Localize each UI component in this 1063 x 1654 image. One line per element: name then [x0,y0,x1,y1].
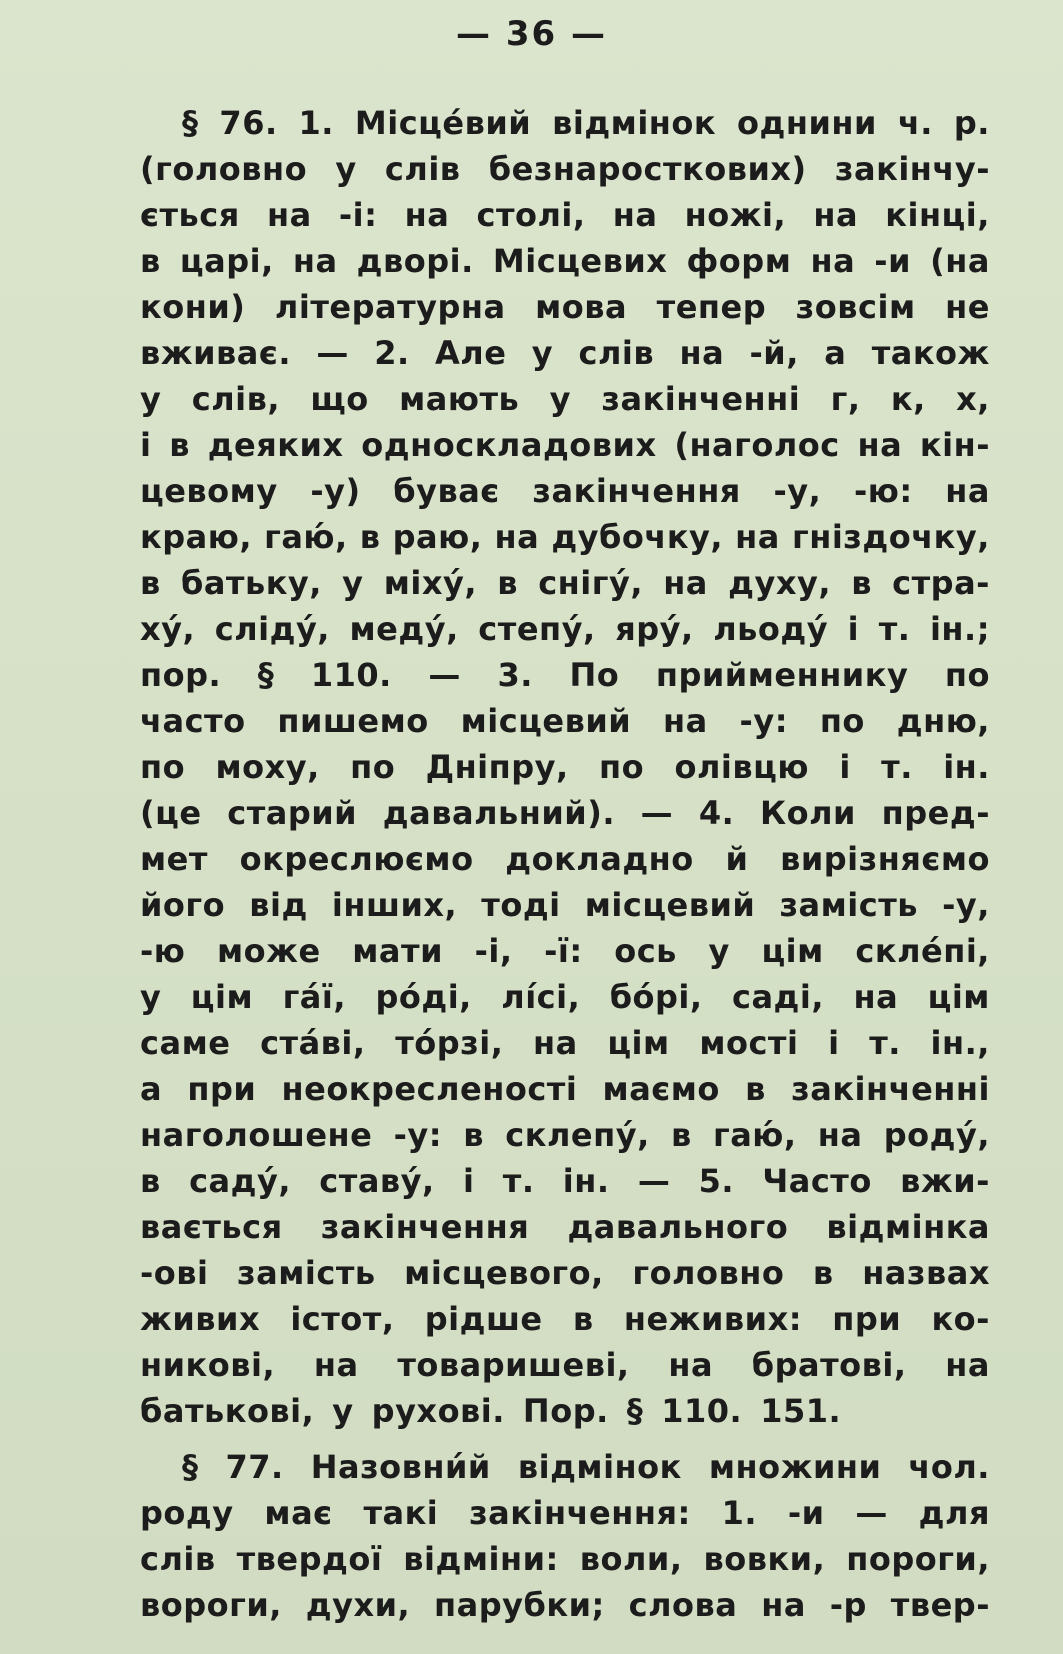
text-line [140,1490,990,1536]
word: окреслюємо [239,840,474,878]
word: може [216,932,321,970]
word: вається [140,1208,283,1246]
word: у [708,932,730,970]
word: яру́, [615,610,694,648]
text-line [140,1444,990,1490]
word: ху́, [140,610,196,648]
word: на [761,1586,806,1624]
word: по [599,748,645,786]
word: 5. [698,1162,735,1200]
word: -й, [749,334,799,372]
word: саді, [731,978,825,1016]
word: ін. [943,748,990,786]
word: духи, [305,1586,411,1624]
word: никові, [140,1346,276,1384]
word: що [310,380,369,418]
word: також [871,334,990,372]
text-line [140,1112,990,1158]
word: § [182,1448,199,1486]
text-line [140,514,990,560]
text-line [140,1582,990,1628]
word: дню, [896,702,990,740]
text-line [140,192,990,238]
word: живих [140,1300,261,1338]
word: а [140,1070,163,1108]
word: вирізняємо [780,840,990,878]
word: від [249,886,308,924]
word: місцевий [460,702,632,740]
word: § [182,104,199,142]
word: га́ї, [282,978,347,1016]
word: царі, [179,242,274,280]
word: на [313,1346,359,1384]
word: склепу́, [505,1116,650,1154]
word: на [668,1346,714,1384]
word: давального [567,1208,789,1246]
word: лі́сі, [501,978,581,1016]
word: кінці, [885,196,990,234]
word: і [462,1162,475,1200]
word: г, [830,380,861,418]
word: 110. [661,1392,743,1430]
word: на [663,702,708,740]
word: в [359,518,381,556]
word: т. [869,1024,901,1062]
word: місцевий [584,886,756,924]
word: Назовни́й [310,1448,491,1486]
word: закінчення [320,1208,530,1246]
word: слів [578,334,655,372]
word: закінченні [601,380,801,418]
text-line [140,100,990,146]
word: степу́, [478,610,596,648]
word: множини [708,1448,882,1486]
word: т. [878,610,911,648]
word: мова [535,288,628,326]
word: столі, [476,196,586,234]
word: закінчення [532,472,741,510]
word: олівцю [674,748,809,786]
word: к, [890,380,926,418]
word: Пор. [522,1392,609,1430]
word: в [140,242,161,280]
word: 1. [721,1494,758,1532]
word: на [266,196,312,234]
word: у [140,380,162,418]
word: мати [352,932,443,970]
text-line [140,744,990,790]
word: форм [686,242,792,280]
word: то́рзі, [395,1024,504,1062]
text-line [140,1536,990,1582]
word: ставу́, [319,1162,435,1200]
word: вживає. [140,334,291,372]
text-line [140,1342,990,1388]
word: 3. [497,656,533,694]
word: товаришеві, [397,1346,630,1384]
word: назвах [862,1254,990,1292]
word: вовки, [703,1540,826,1578]
word: 110. [310,656,392,694]
word: зовсім [795,288,916,326]
word: слів [384,150,461,188]
word: по [140,748,186,786]
word: батьку, [180,564,322,602]
word: має [264,1494,333,1532]
word: р. [953,104,990,142]
text-line [140,790,990,836]
word: в [670,1116,692,1154]
word: краю, [140,518,252,556]
word: Місцевих [492,242,668,280]
word: на [813,196,859,234]
word: 151. [760,1392,842,1430]
word: по [350,748,396,786]
word: кони) [140,288,246,326]
word: закінчення: [469,1494,691,1532]
word: Часто [762,1162,872,1200]
word: Але [434,334,507,372]
word: § [626,1392,644,1430]
word: на [945,1346,990,1384]
word: на [292,242,338,280]
word: бо́рі, [609,978,703,1016]
word: стра- [892,564,990,602]
word: ч. [897,104,933,142]
word: в [497,564,518,602]
word: на [945,472,990,510]
text-line [140,560,990,606]
word: -и [787,1494,825,1532]
text-line [140,652,990,698]
word: цім [927,978,990,1016]
word: воли, [579,1540,683,1578]
text-line [140,1250,990,1296]
word: 4. [698,794,735,832]
word: кін- [919,426,990,464]
word: духу, [728,564,831,602]
word: у [332,1392,354,1430]
word: при [187,1070,257,1108]
word: меду́, [349,610,459,648]
word: снігу́, [538,564,643,602]
word: міху́, [383,564,477,602]
word: скле́пі, [855,932,990,970]
word: в [745,1070,766,1108]
text-line [140,606,990,652]
word: гніздочку, [791,518,990,556]
word: -р [829,1586,867,1624]
word: пороги, [846,1540,990,1578]
word: і [828,1024,840,1062]
word: у [549,380,571,418]
word: батькові, [140,1392,315,1430]
word: т. [502,1162,535,1200]
word: -у, [942,886,990,924]
word: Дніпру, [425,748,569,786]
page-number: — 36 — [456,14,607,54]
word: ось [614,932,677,970]
word: закінчу- [834,150,990,188]
word: ін.; [929,610,990,648]
text-line [140,1020,990,1066]
word: -у, [773,472,822,510]
word: -ові [140,1254,209,1292]
word: По [569,656,620,694]
word: роду́, [883,1116,990,1154]
word: відміни: [403,1540,559,1578]
word: прийменнику [655,656,909,694]
word: на [735,518,780,556]
word: по [944,656,990,694]
word: неокресленості [281,1070,578,1108]
paragraph-section-76 [140,100,990,1434]
word: чол. [908,1448,990,1486]
word: у [335,150,357,188]
word: відмінок [517,1448,682,1486]
word: часто [140,702,246,740]
word: льоду́ [713,610,829,648]
word: ється [140,196,240,234]
word: старий [227,794,358,832]
word: на [663,564,708,602]
word: (це [140,794,202,832]
word: докладно [505,840,694,878]
word: маємо [602,1070,720,1108]
word: парубки; [434,1586,605,1624]
paragraph-section-77 [140,1444,990,1628]
word: слова [628,1586,738,1624]
text-body [140,100,990,1628]
word: 76. [219,104,278,142]
word: на [404,196,450,234]
word: пор. [140,656,222,694]
word: 1. [298,104,334,142]
word: Коли [759,794,856,832]
word: роду [140,1494,234,1532]
word: в [463,1116,485,1154]
word: для [918,1494,990,1532]
word: а [824,334,847,372]
word: дубочку, [551,518,724,556]
word: слів [140,1540,216,1578]
word: на [817,1116,863,1154]
word: літературна [274,288,506,326]
word: -ю: [853,472,913,510]
word: наголошене [140,1116,373,1154]
word: в [169,426,190,464]
word: цім [190,978,254,1016]
word: гаю́, [712,1116,797,1154]
word: — [316,334,349,372]
word: такі [363,1494,439,1532]
word: цім [607,1024,670,1062]
word: мості [699,1024,799,1062]
word: у [140,978,162,1016]
text-line [140,836,990,882]
word: на [612,196,658,234]
text-line [140,1388,990,1434]
word: у [342,564,364,602]
word: замість [237,1254,376,1292]
word: дворі. [356,242,474,280]
word: ін. [562,1162,610,1200]
word: ро́ді, [375,978,472,1016]
word: безнаросткових) [488,150,807,188]
word: однини [737,104,877,142]
word: -у: [393,1116,443,1154]
word: мають [399,380,520,418]
word: тепер [656,288,767,326]
word: вороги, [140,1586,282,1624]
word: ін., [930,1024,990,1062]
word: на [853,978,899,1016]
word: не [945,288,990,326]
word: на [532,1024,578,1062]
word: на [679,334,725,372]
word: і [847,610,860,648]
word: замість [779,886,919,924]
word: (наголос [674,426,840,464]
word: цім [761,932,824,970]
paragraph-gap [140,1434,990,1444]
text-line [140,238,990,284]
word: тоді [481,886,561,924]
word: саду́, [189,1162,291,1200]
word: § [257,656,275,694]
word: при [832,1300,902,1338]
word: моху, [215,748,320,786]
word: в [140,564,161,602]
word: — [855,1494,888,1532]
word: цевому [140,472,278,510]
word: рухові. [371,1392,505,1430]
word: неживих: [623,1300,803,1338]
word: 77. [225,1448,284,1486]
word: — [428,656,461,694]
word: -і, [474,932,513,970]
word: сліду́, [214,610,330,648]
word: у [531,334,554,372]
text-line [140,284,990,330]
word: х, [956,380,990,418]
text-line [140,1204,990,1250]
word: -ю [140,932,186,970]
word: односкладових [361,426,657,464]
word: ножі, [684,196,787,234]
word: в [140,1162,161,1200]
word: вжи- [900,1162,990,1200]
text-line [140,146,990,192]
word: його [140,886,226,924]
word: ста́ві, [260,1024,366,1062]
word: слів, [191,380,281,418]
word: -ї: [544,932,583,970]
word: гаю́, [264,518,348,556]
text-line [140,330,990,376]
word: на [810,242,856,280]
word: і [140,426,152,464]
word: істот, [290,1300,395,1338]
word: раю, [392,518,483,556]
word: т. [881,748,913,786]
word: місцевого, [404,1254,604,1292]
word: на [494,518,540,556]
word: твер- [890,1586,990,1624]
text-line [140,698,990,744]
text-line [140,928,990,974]
word: відмінок [552,104,717,142]
word: головно [632,1254,785,1292]
word: рідше [424,1300,543,1338]
text-line [140,882,990,928]
word: відмінка [826,1208,990,1246]
word: і [839,748,851,786]
word: по [819,702,865,740]
word: давальний). [382,794,615,832]
word: -и [874,242,911,280]
word: 2. [374,334,410,372]
word: деяких [207,426,344,464]
text-line [140,422,990,468]
word: твердої [236,1540,383,1578]
word: в [812,1254,834,1292]
word: буває [393,472,500,510]
word: Місцéвий [354,104,532,142]
word: закінченні [791,1070,990,1108]
word: — [637,1162,671,1200]
word: й [725,840,749,878]
word: інших, [331,886,458,924]
word: мет [140,840,208,878]
text-line [140,376,990,422]
word: пишемо [277,702,429,740]
word: в [572,1300,594,1338]
text-line [140,1158,990,1204]
word: -у: [739,702,788,740]
word: (головно [140,150,308,188]
word: в [851,564,872,602]
text-line [140,1296,990,1342]
word: на [857,426,903,464]
word: — [640,794,674,832]
text-line [140,974,990,1020]
word: ко- [931,1300,990,1338]
text-line [140,468,990,514]
word: пред- [881,794,990,832]
word: саме [140,1024,231,1062]
word: братові, [751,1346,907,1384]
word: -і: [338,196,378,234]
word: (на [930,242,990,280]
text-line [140,1066,990,1112]
word: -у) [310,472,361,510]
